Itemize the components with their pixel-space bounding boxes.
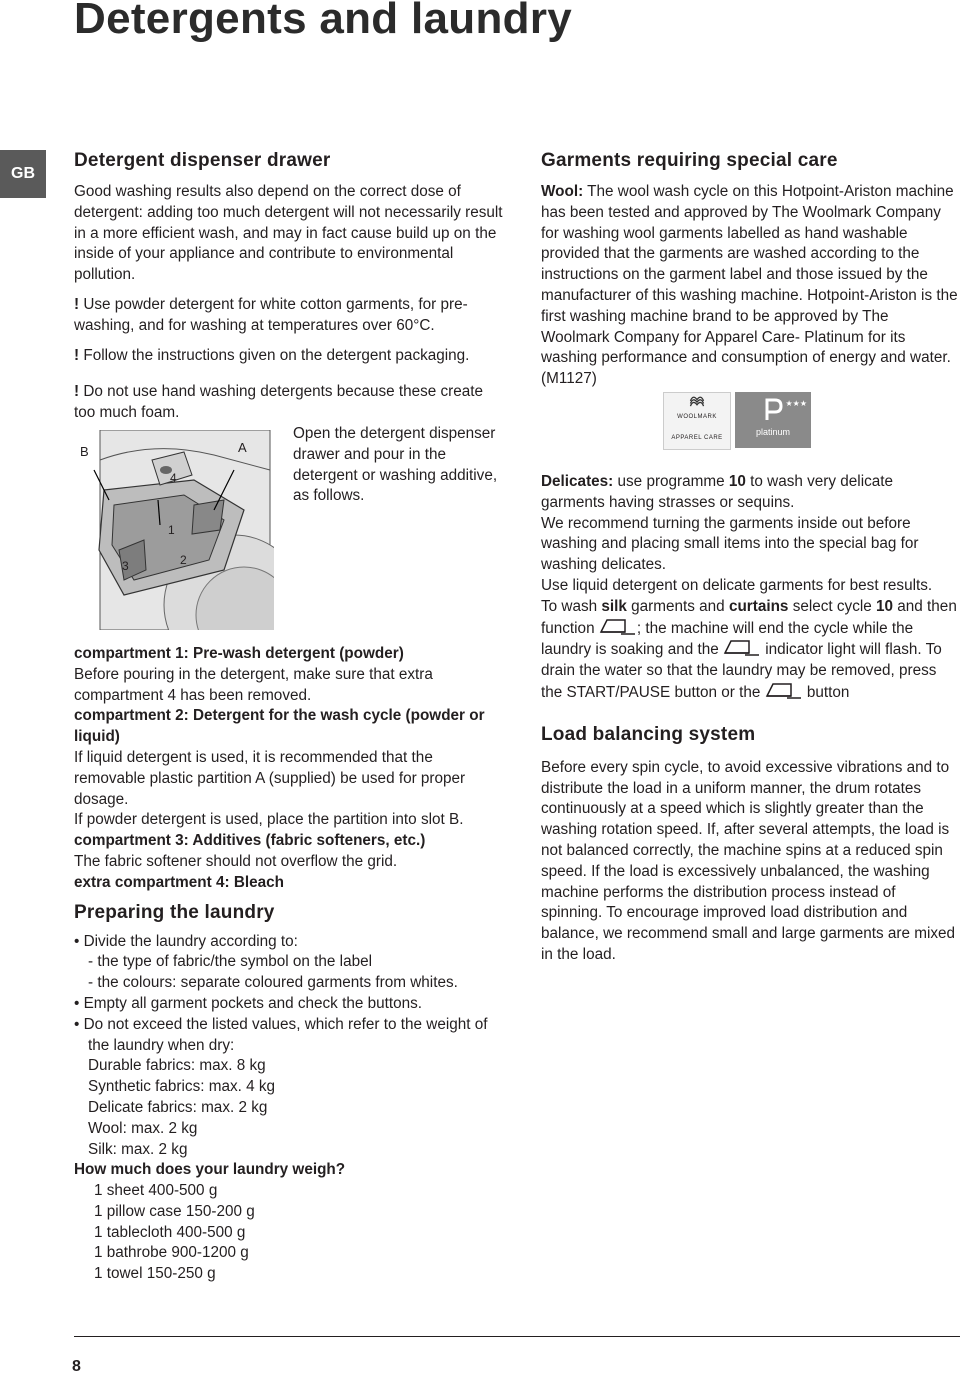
language-tab: GB [0, 150, 46, 198]
woolmark-logo [663, 392, 731, 450]
bullet-limits: • Do not exceed the listed values, which refer to the weight of the laundry when dry: [74, 1015, 488, 1054]
limit-item: Synthetic fabrics: max. 4 kg [88, 1078, 276, 1096]
warning-2 [74, 346, 504, 367]
label-b: B [80, 443, 89, 459]
label-1: 1 [168, 522, 175, 537]
weigh-heading: How much does your laundry weigh? [74, 1161, 346, 1179]
sub-bullet-colours: - the colours: separate coloured garments from whites. [88, 974, 458, 992]
balance-text: Before every spin cycle, to avoid excessive vibrations and to distribute the load in a uniform manner, the drum rotates continuously at a speed which is slightly greater than the washing rotation speed. If, after several attempts, the load is not balanced correctly, the machine spins at a reduced spin speed. If the load is excessively unbalanced, the washing machine performs the distribution process instead of spinning. To encourage improved load distribution and balance, we recommend small and large garments are mixed in the load. [541, 758, 956, 963]
compartment-4-heading: extra compartment 4: Bleach [74, 873, 284, 891]
label-2: 2 [180, 552, 187, 567]
woolmark-text: WOOLMARK [677, 414, 717, 421]
platinum-text: platinum [755, 426, 791, 437]
delicates-liquid: Use liquid detergent on delicate garments for best results. [541, 576, 933, 594]
label-4: 4 [170, 470, 177, 485]
wool-label: Wool: [541, 183, 584, 200]
certification-logos [663, 392, 960, 450]
warning-mark: ! [74, 346, 80, 364]
compartment-1-heading: compartment 1: Pre-wash detergent (powder) [74, 644, 404, 662]
platinum-p-icon [763, 398, 783, 422]
soak-function-icon [599, 618, 637, 636]
woolmark-icon [685, 393, 709, 407]
weight-item: 1 tablecloth 400-500 g [94, 1223, 246, 1241]
bullet-divide: • Divide the laundry according to: [74, 932, 298, 950]
delicates-advice: We recommend turning the garments inside out before washing and placing small items into the special bag for washing delicates. [541, 514, 919, 574]
delicates-label: Delicates: [541, 472, 614, 490]
warning-mark: ! [74, 295, 80, 313]
limit-item: Wool: max. 2 kg [88, 1119, 198, 1137]
soak-button-icon [765, 682, 803, 700]
label-a: A [238, 439, 247, 455]
stars-icon: ★★★ [785, 398, 807, 408]
dispenser-drawer-illustration [74, 430, 274, 630]
dispenser-heading: Detergent dispenser drawer [74, 150, 331, 171]
left-column [74, 148, 504, 1285]
special-heading: Garments requiring special care [541, 150, 838, 171]
wool-paragraph [541, 182, 960, 390]
compartment-1-text: Before pouring in the detergent, make sure that extra compartment 4 has been removed. [74, 665, 433, 704]
page-number: 8 [72, 1358, 81, 1375]
apparel-care-text: APPAREL CARE [671, 435, 723, 442]
sub-bullet-fabric: - the type of fabric/the symbol on the label [88, 953, 373, 971]
weight-item: 1 sheet 400-500 g [94, 1182, 218, 1200]
weight-item: 1 towel 150-250 g [94, 1265, 216, 1283]
warning-1 [74, 295, 504, 337]
label-3: 3 [122, 558, 129, 573]
weight-item: 1 bathrobe 900-1200 g [94, 1244, 249, 1262]
silk-paragraph: To wash silk garments and curtains select cycle 10 and then function ; the machine will end the cycle while the laundry is soaking and the indicator light will flash. To drain the water so that the laundry may be removed, press the START/PAUSE button or the button [541, 597, 957, 701]
compartment-3-text: The fabric softener should not overflow the grid. [74, 852, 398, 870]
limit-item: Durable fabrics: max. 8 kg [88, 1057, 266, 1075]
balance-heading: Load balancing system [541, 723, 756, 745]
weight-item: 1 pillow case 150-200 g [94, 1202, 255, 1220]
wool-text: The wool wash cycle on this Hotpoint-Ariston machine has been tested and approved by The Woolmark Company for washing wool garments labelled as hand washable provided that the garments are washed according to the instructions on the garment label and those issued by the manufacturer of this washing machine. Hotpoint-Ariston is the first washing machine brand to be approved by The Woolmark Company for Apparel Care- Platinum for its washing performance and consumption of energy and water. (M1127) [541, 183, 958, 388]
soak-indicator-icon [723, 639, 761, 657]
warning-mark: ! [74, 383, 80, 401]
warning-3 [74, 382, 504, 424]
warning-1-text: Use powder detergent for white cotton garments, for pre-washing, and for washing at temperatures over 60°C. [74, 295, 468, 334]
figure-caption: Open the detergent dispenser drawer and pour in the detergent or washing additive, as follows. [293, 424, 498, 505]
compartment-3-heading: compartment 3: Additives (fabric softeners, etc.) [74, 832, 426, 850]
compartment-2-heading: compartment 2: Detergent for the wash cycle (powder or liquid) [74, 707, 485, 746]
limit-item: Delicate fabrics: max. 2 kg [88, 1098, 268, 1116]
limit-item: Silk: max. 2 kg [88, 1140, 188, 1158]
preparing-heading: Preparing the laundry [74, 901, 275, 923]
page-title: Detergents and laundry [74, 0, 573, 43]
warning-2-text: Follow the instructions given on the detergent packaging. [79, 346, 470, 364]
right-column [541, 148, 960, 966]
delicates-paragraph: Delicates: use programme 10 to wash very delicate garments having strasses or sequins. [541, 472, 894, 511]
footer-divider [74, 1336, 960, 1337]
warning-3-text: Do not use hand washing detergents because these create too much foam. [74, 383, 484, 422]
dispenser-intro: Good washing results also depend on the correct dose of detergent: adding too much detergent will not necessarily result in a more efficient wash, and may in fact cause build up on the inside of your appliance and contribute to environmental pollution. [74, 183, 503, 284]
compartment-2-text-c: If powder detergent is used, place the partition into slot B. [74, 811, 464, 829]
dispenser-figure [74, 424, 504, 644]
bullet-pockets: • Empty all garment pockets and check the buttons. [74, 994, 423, 1012]
compartment-2-text-a: If liquid detergent is used, it is recommended that the removable plastic partition A (supplied) be used for proper dosage. [74, 748, 466, 808]
platinum-logo [735, 392, 811, 448]
